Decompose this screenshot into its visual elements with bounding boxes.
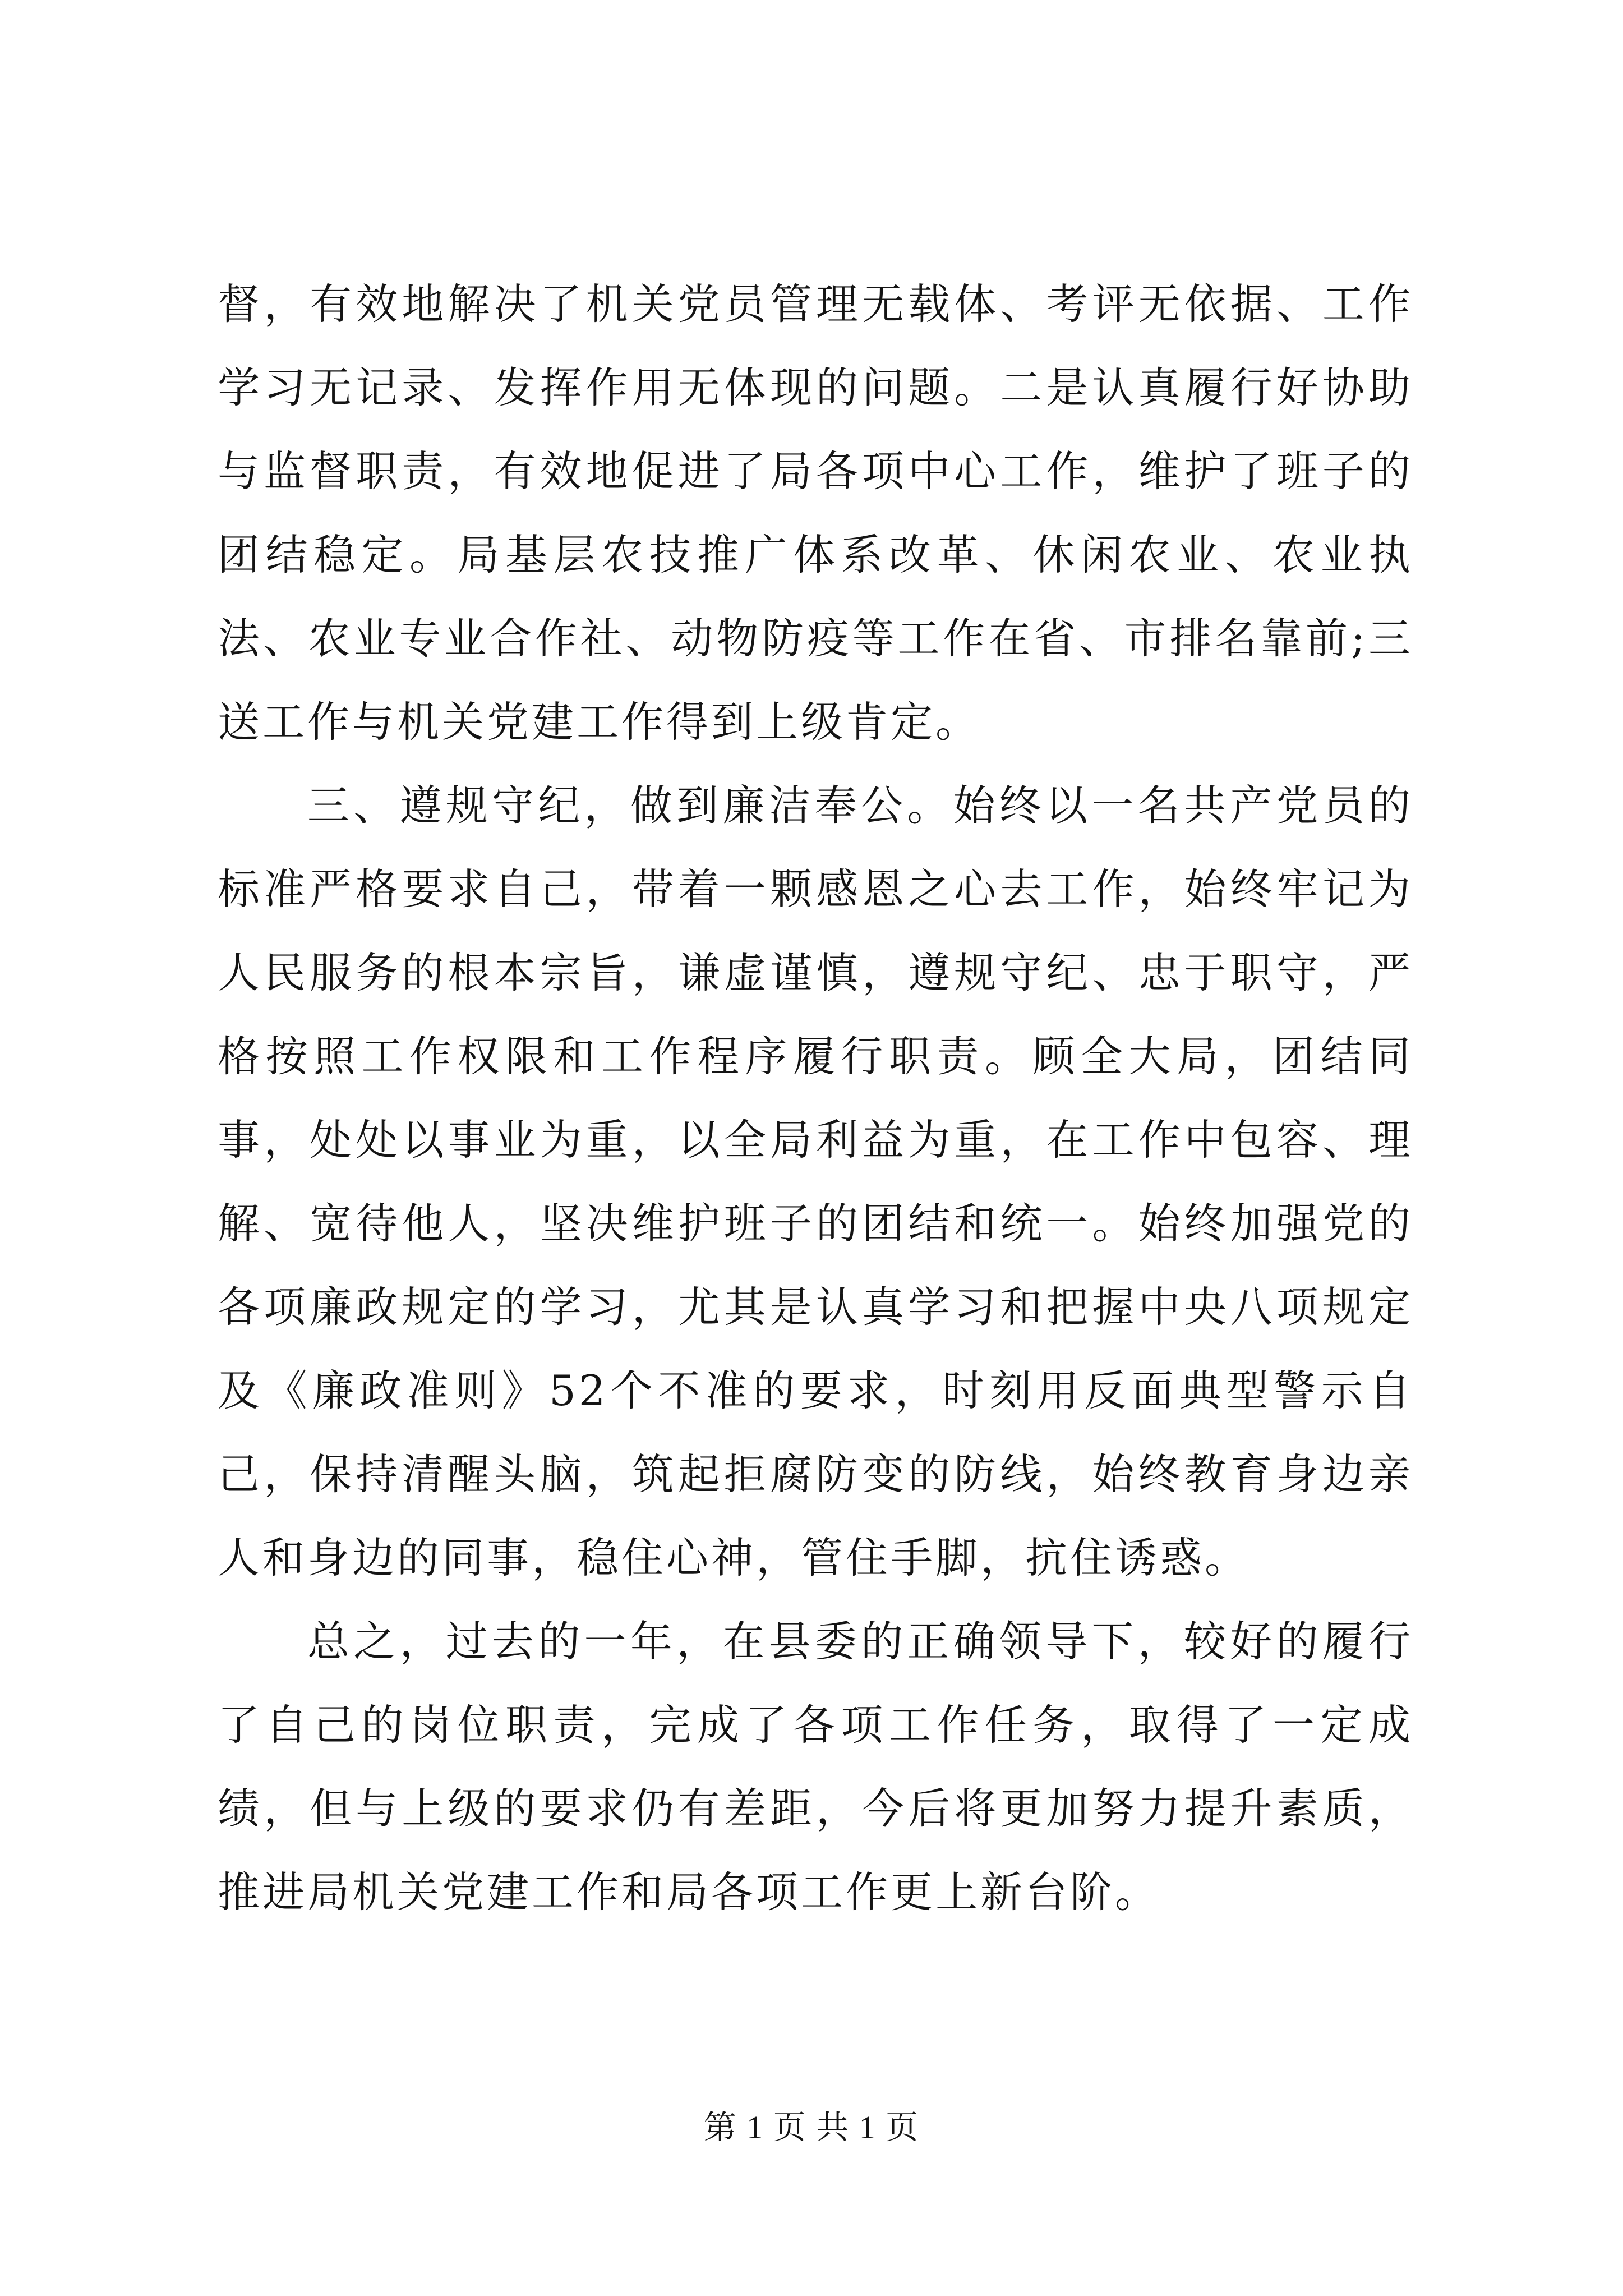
- paragraph-summary: 总之，过去的一年，在县委的正确领导下，较好的履行了自己的岗位职责，完成了各项工作任务，取得了一定成绩，但与上级的要求仍有差距，今后将更加努力提升素质，推进局机关党建工作和局各项工作更上新台阶。: [218, 1617, 1413, 1917]
- paragraph-section-three: 三、遵规守纪，做到廉洁奉公。始终以一名共产党员的标准严格要求自己，带着一颗感恩之心去工作，始终牢记为人民服务的根本宗旨，谦虚谨慎，遵规守纪、忠于职守，严格按照工作权限和工作程序履行职责。顾全大局，团结同事，处处以事业为重，以全局利益为重，在工作中包容、理解、宽待他人，坚决维护班子的团结和统一。始终加强党的各项廉政规定的学习，尤其是认真学习和把握中央八项规定及《廉政准则》52个不准的要求，时刻用反面典型警示自己，保持清醒头脑，筑起拒腐防变的防线，始终教育身边亲人和身边的同事，稳住心神，管住手脚，抗住诱惑。: [218, 781, 1413, 1582]
- page-number-footer: 第 1 页 共 1 页: [703, 2109, 920, 2146]
- document-body: [218, 263, 1413, 1934]
- paragraph-continuation: 督，有效地解决了机关党员管理无载体、考评无依据、工作学习无记录、发挥作用无体现的问题。二是认真履行好协助与监督职责，有效地促进了局各项中心工作，维护了班子的团结稳定。局基层农技推广体系改革、休闲农业、农业执法、农业专业合作社、动物防疫等工作在省、市排名靠前;三送工作与机关党建工作得到上级肯定。: [218, 279, 1413, 747]
